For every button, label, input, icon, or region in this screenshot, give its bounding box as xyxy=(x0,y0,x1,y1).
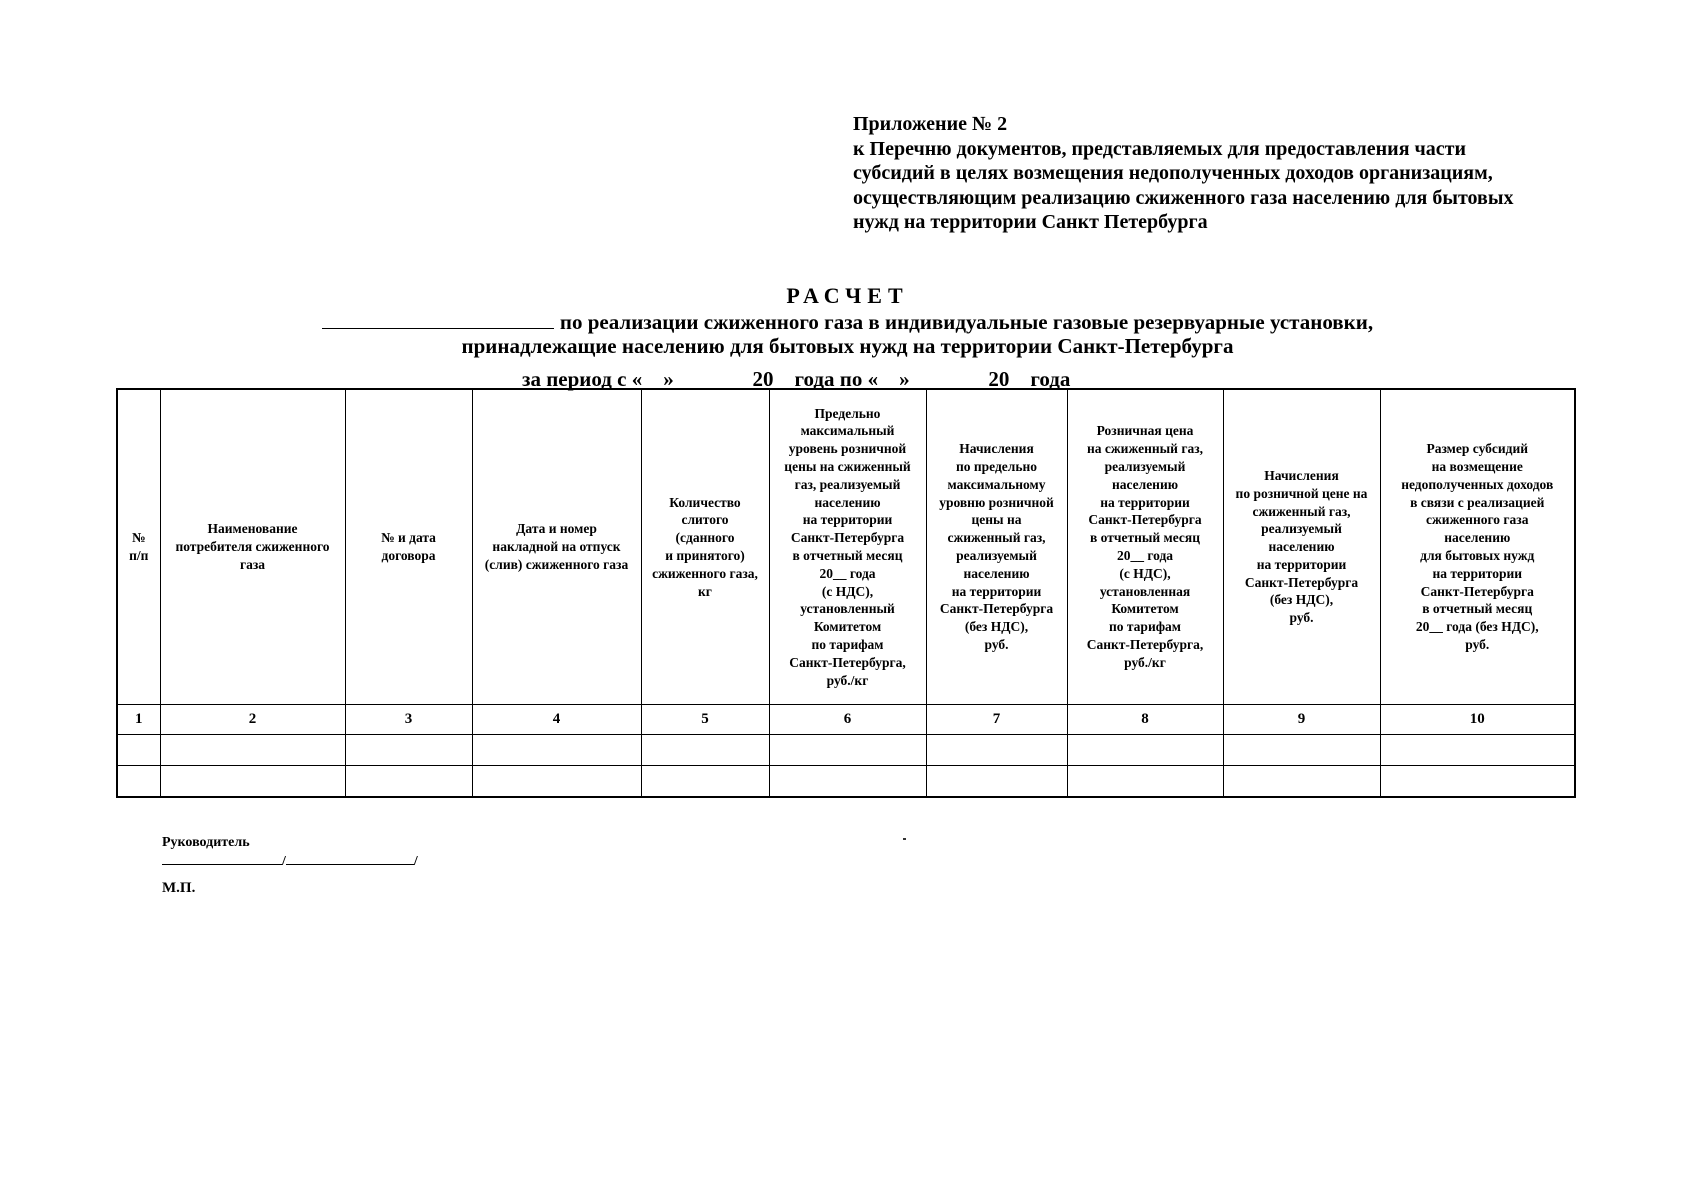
column-header: № и дата договора xyxy=(345,389,472,705)
column-header: Начисления по предельно максимальному уровню розничной цены на сжиженный газ, реализуемый населению на территории Санкт-Петербурга (без НДС), руб. xyxy=(926,389,1067,705)
appendix-line: к Перечню документов, представляемых для предоставления части xyxy=(853,137,1467,160)
table-row xyxy=(117,766,1575,798)
appendix-block xyxy=(853,112,1573,235)
table-cell xyxy=(160,766,345,798)
document-title: РАСЧЕТ xyxy=(786,283,909,308)
table-cell xyxy=(1067,735,1223,766)
signature-blank xyxy=(162,850,282,865)
column-number: 3 xyxy=(345,705,472,735)
signature-separator: / xyxy=(413,854,418,869)
document-heading xyxy=(260,282,1435,358)
column-header: Розничная цена на сжиженный газ, реализуемый населению на территории Санкт-Петербурга в отчетный месяц 20__ года (с НДС), установленная Комитетом по тарифам Санкт-Петербурга, руб./кг xyxy=(1067,389,1223,705)
table-cell xyxy=(769,766,926,798)
table-cell xyxy=(641,735,769,766)
table-cell xyxy=(769,735,926,766)
header-row xyxy=(117,389,1575,705)
appendix-line: субсидий в целях возмещения недополученных доходов организациям, xyxy=(853,162,1493,184)
column-number: 10 xyxy=(1380,705,1575,735)
column-header: Дата и номер накладной на отпуск (слив) сжиженного газа xyxy=(472,389,641,705)
column-number: 6 xyxy=(769,705,926,735)
appendix-line: нужд на территории Санкт Петербурга xyxy=(853,211,1208,233)
column-header: Количество слитого (сданного и принятого) сжиженного газа, кг xyxy=(641,389,769,705)
column-number: 1 xyxy=(117,705,160,735)
table-cell xyxy=(1380,735,1575,766)
column-number: 5 xyxy=(641,705,769,735)
table-cell xyxy=(926,735,1067,766)
appendix-title: Приложение № 2 xyxy=(853,113,1008,135)
calculation-table xyxy=(116,388,1576,798)
table-cell xyxy=(926,766,1067,798)
table-cell xyxy=(472,766,641,798)
table-cell xyxy=(117,766,160,798)
document-subtitle-line-1 xyxy=(260,310,1435,334)
head-label: Руководитель xyxy=(162,835,250,850)
table-row xyxy=(117,735,1575,766)
table-cell xyxy=(641,766,769,798)
table-cell xyxy=(160,735,345,766)
document-subtitle-line-2: принадлежащие населению для бытовых нужд на территории Санкт-Петербурга xyxy=(461,334,1234,358)
column-number-row xyxy=(117,705,1575,735)
subtitle-text-1: по реализации сжиженного газа в индивидуальные газовые резервуарные установки, xyxy=(559,310,1374,334)
table-cell xyxy=(1067,766,1223,798)
organization-blank-line xyxy=(322,310,554,329)
table-cell xyxy=(1380,766,1575,798)
stamp-label: М.П. xyxy=(162,880,196,896)
column-header: Начисления по розничной цене на сжиженный газ, реализуемый населению на территории Санкт-Петербурга (без НДС), руб. xyxy=(1223,389,1380,705)
table-cell xyxy=(345,766,472,798)
period-line: за период с « » 20 года по « » 20 года xyxy=(522,367,1071,391)
table-cell xyxy=(1223,766,1380,798)
column-number: 4 xyxy=(472,705,641,735)
column-header: № п/п xyxy=(117,389,160,705)
table-cell xyxy=(345,735,472,766)
scan-speck xyxy=(903,838,906,840)
signature-line xyxy=(162,850,418,870)
column-number: 9 xyxy=(1223,705,1380,735)
appendix-line: осуществляющим реализацию сжиженного газа населению для бытовых xyxy=(853,186,1514,209)
column-number: 7 xyxy=(926,705,1067,735)
column-header: Размер субсидий на возмещение недополученных доходов в связи с реализацией сжиженного газа населению для бытовых нужд на территории Санкт-Петербурга в отчетный месяц 20__ года (без НДС), руб. xyxy=(1380,389,1575,705)
table-cell xyxy=(472,735,641,766)
column-number: 8 xyxy=(1067,705,1223,735)
column-header: Наименование потребителя сжиженного газа xyxy=(160,389,345,705)
name-blank xyxy=(286,850,414,865)
column-header: Предельно максимальный уровень розничной цены на сжиженный газ, реализуемый населению на территории Санкт-Петербурга в отчетный месяц 20__ года (с НДС), установленный Комитетом по тарифам Санкт-Петербурга, руб./кг xyxy=(769,389,926,705)
signature-separator: / xyxy=(282,854,286,869)
table-cell xyxy=(117,735,160,766)
column-number: 2 xyxy=(160,705,345,735)
table-cell xyxy=(1223,735,1380,766)
